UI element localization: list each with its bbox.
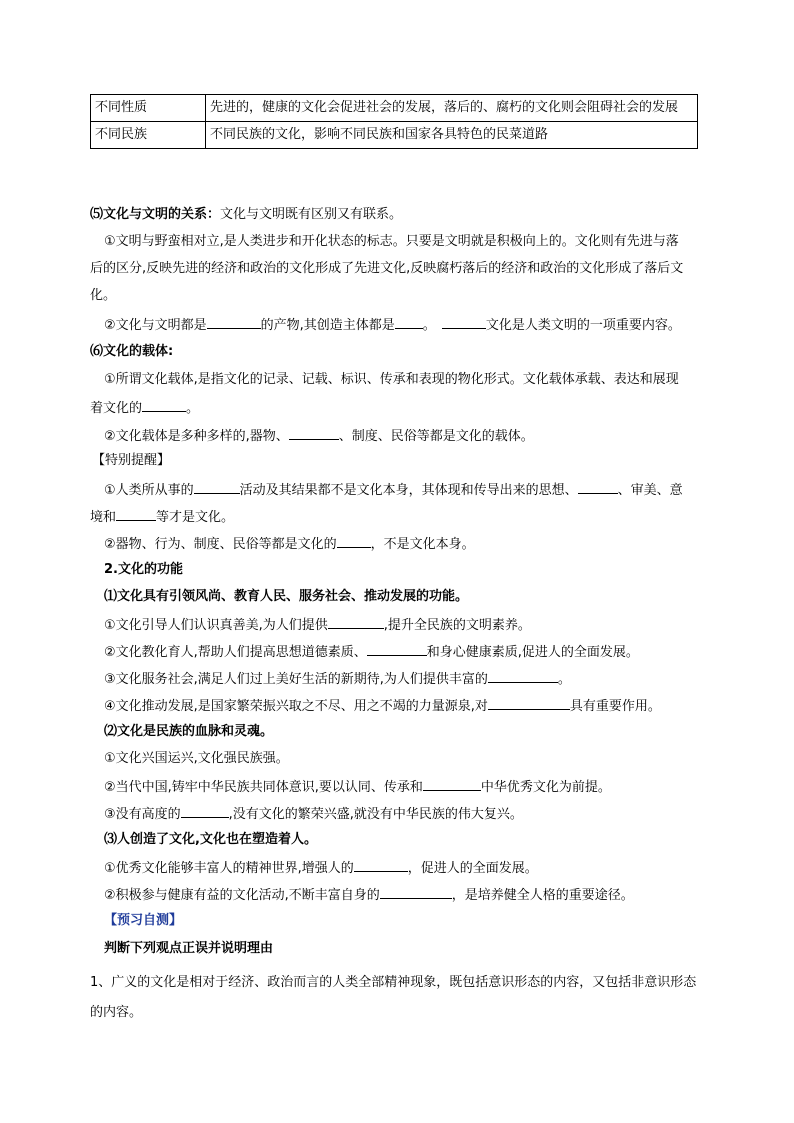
paragraph-line: ①文明与野蛮相对立,是人类进步和开化状态的标志。只要是文明就是积极向上的。文化则有先进与落 (104, 234, 679, 249)
tip-heading: 【特别提醒】 (92, 453, 171, 468)
comparison-table (90, 94, 698, 149)
question-line: 的内容。 (90, 1005, 143, 1020)
fill-blank[interactable] (354, 857, 408, 872)
paragraph-line: ②文化载体是多种多样的,器物、 、制度、民俗等都是文化的载体。 (104, 425, 534, 447)
sub-heading: ⑵文化是民族的血脉和灵魂。 (104, 724, 274, 739)
paragraph-line: ②文化教化育人,帮助人们提高思想道德素质、 和身心健康素质,促进人的全面发展。 (104, 641, 639, 663)
paragraph-line: 境和 等才是文化。 (90, 506, 234, 528)
paragraph-line: ①人类所从事的 活动及其结果都不是文化本身，其体现和传导出来的思想、 、审美、意 (104, 479, 683, 501)
fill-blank[interactable] (289, 425, 339, 440)
table-row (91, 95, 698, 122)
self-test-instruction: 判断下列观点正误并说明理由 (104, 941, 274, 956)
fill-blank[interactable] (328, 614, 384, 629)
fill-blank[interactable] (181, 803, 229, 818)
table-row (91, 122, 698, 149)
table-cell-value: 不同民族的文化，影响不同民族和国家各具特色的民菜道路 (206, 122, 698, 149)
fill-blank[interactable] (142, 397, 186, 412)
table-cell-key: 不同民族 (91, 122, 206, 149)
fill-blank[interactable] (367, 641, 427, 656)
section-heading: ⑸文化与文明的关系：文化与文明既有区别又有联系。 (90, 207, 403, 222)
fill-blank[interactable] (488, 695, 570, 710)
fill-blank[interactable] (194, 479, 240, 494)
section-heading: ⑹文化的载体: (90, 344, 174, 359)
fill-blank[interactable] (380, 884, 452, 899)
paragraph-line: ①所谓文化载体,是指文化的记录、记载、标识、传承和表现的物化形式。文化载体承载、表达和展现 (104, 372, 679, 387)
paragraph-line: 后的区分,反映先进的经济和政治的文化形成了先进文化,反映腐朽落后的经济和政治的文化形成了落后文 (90, 261, 684, 276)
paragraph-line: 化。 (90, 288, 117, 303)
sub-heading: ⑶人创造了文化,文化也在塑造着人。 (104, 832, 317, 847)
paragraph-line: ②当代中国,铸牢中华民族共同体意识,要以认同、传承和 中华优秀文化为前提。 (104, 776, 611, 798)
question-line: 1、广义的文化是相对于经济、政治而言的人类全部精神现象，既包括意识形态的内容，又包括非意识形态 (90, 975, 697, 990)
fill-blank[interactable] (395, 314, 423, 329)
fill-blank[interactable] (423, 776, 481, 791)
sub-heading: ⑴文化具有引领风尚、教育人民、服务社会、推动发展的功能。 (104, 589, 469, 604)
paragraph-line: ③没有高度的 ,没有文化的繁荣兴盛,就没有中华民族的伟大复兴。 (104, 803, 523, 825)
paragraph-line: ②积极参与健康有益的文化活动,不断丰富自身的 ，是培养健全人格的重要途径。 (104, 884, 634, 906)
table-cell-key: 不同性质 (91, 95, 206, 122)
paragraph-line: 着文化的 。 (90, 397, 199, 419)
fill-blank[interactable] (578, 479, 618, 494)
fill-blank[interactable] (337, 533, 371, 548)
paragraph-line: ①文化兴国运兴,文化强民族强。 (104, 751, 289, 766)
self-test-heading: 【预习自测】 (104, 913, 183, 928)
table-cell-value: 先进的，健康的文化会促进社会的发展，落后的、腐朽的文化则会阻碍社会的发展 (206, 95, 698, 122)
paragraph-line: ④文化推动发展,是国家繁荣振兴取之不尽、用之不竭的力量源泉,对 具有重要作用。 (104, 695, 661, 717)
fill-blank[interactable] (116, 506, 156, 521)
paragraph-line: ①文化引导人们认识真善美,为人们提供 ,提升全民族的文明素养。 (104, 614, 531, 636)
fill-blank[interactable] (442, 314, 486, 329)
fill-blank[interactable] (207, 314, 261, 329)
paragraph-line: ②器物、行为、制度、民俗等都是文化的 ，不是文化本身。 (104, 533, 475, 555)
paragraph-line: ③文化服务社会,满足人们过上美好生活的新期待,为人们提供丰富的 。 (104, 668, 571, 690)
paragraph-line: ②文化与文明都是 的产物,其创造主体都是 。 文化是人类文明的一项重要内容。 (104, 314, 681, 336)
paragraph-line: ①优秀文化能够丰富人的精神世界,增强人的 ，促进人的全面发展。 (104, 857, 538, 879)
fill-blank[interactable] (488, 668, 558, 683)
section-heading: 2.文化的功能 (104, 562, 183, 577)
